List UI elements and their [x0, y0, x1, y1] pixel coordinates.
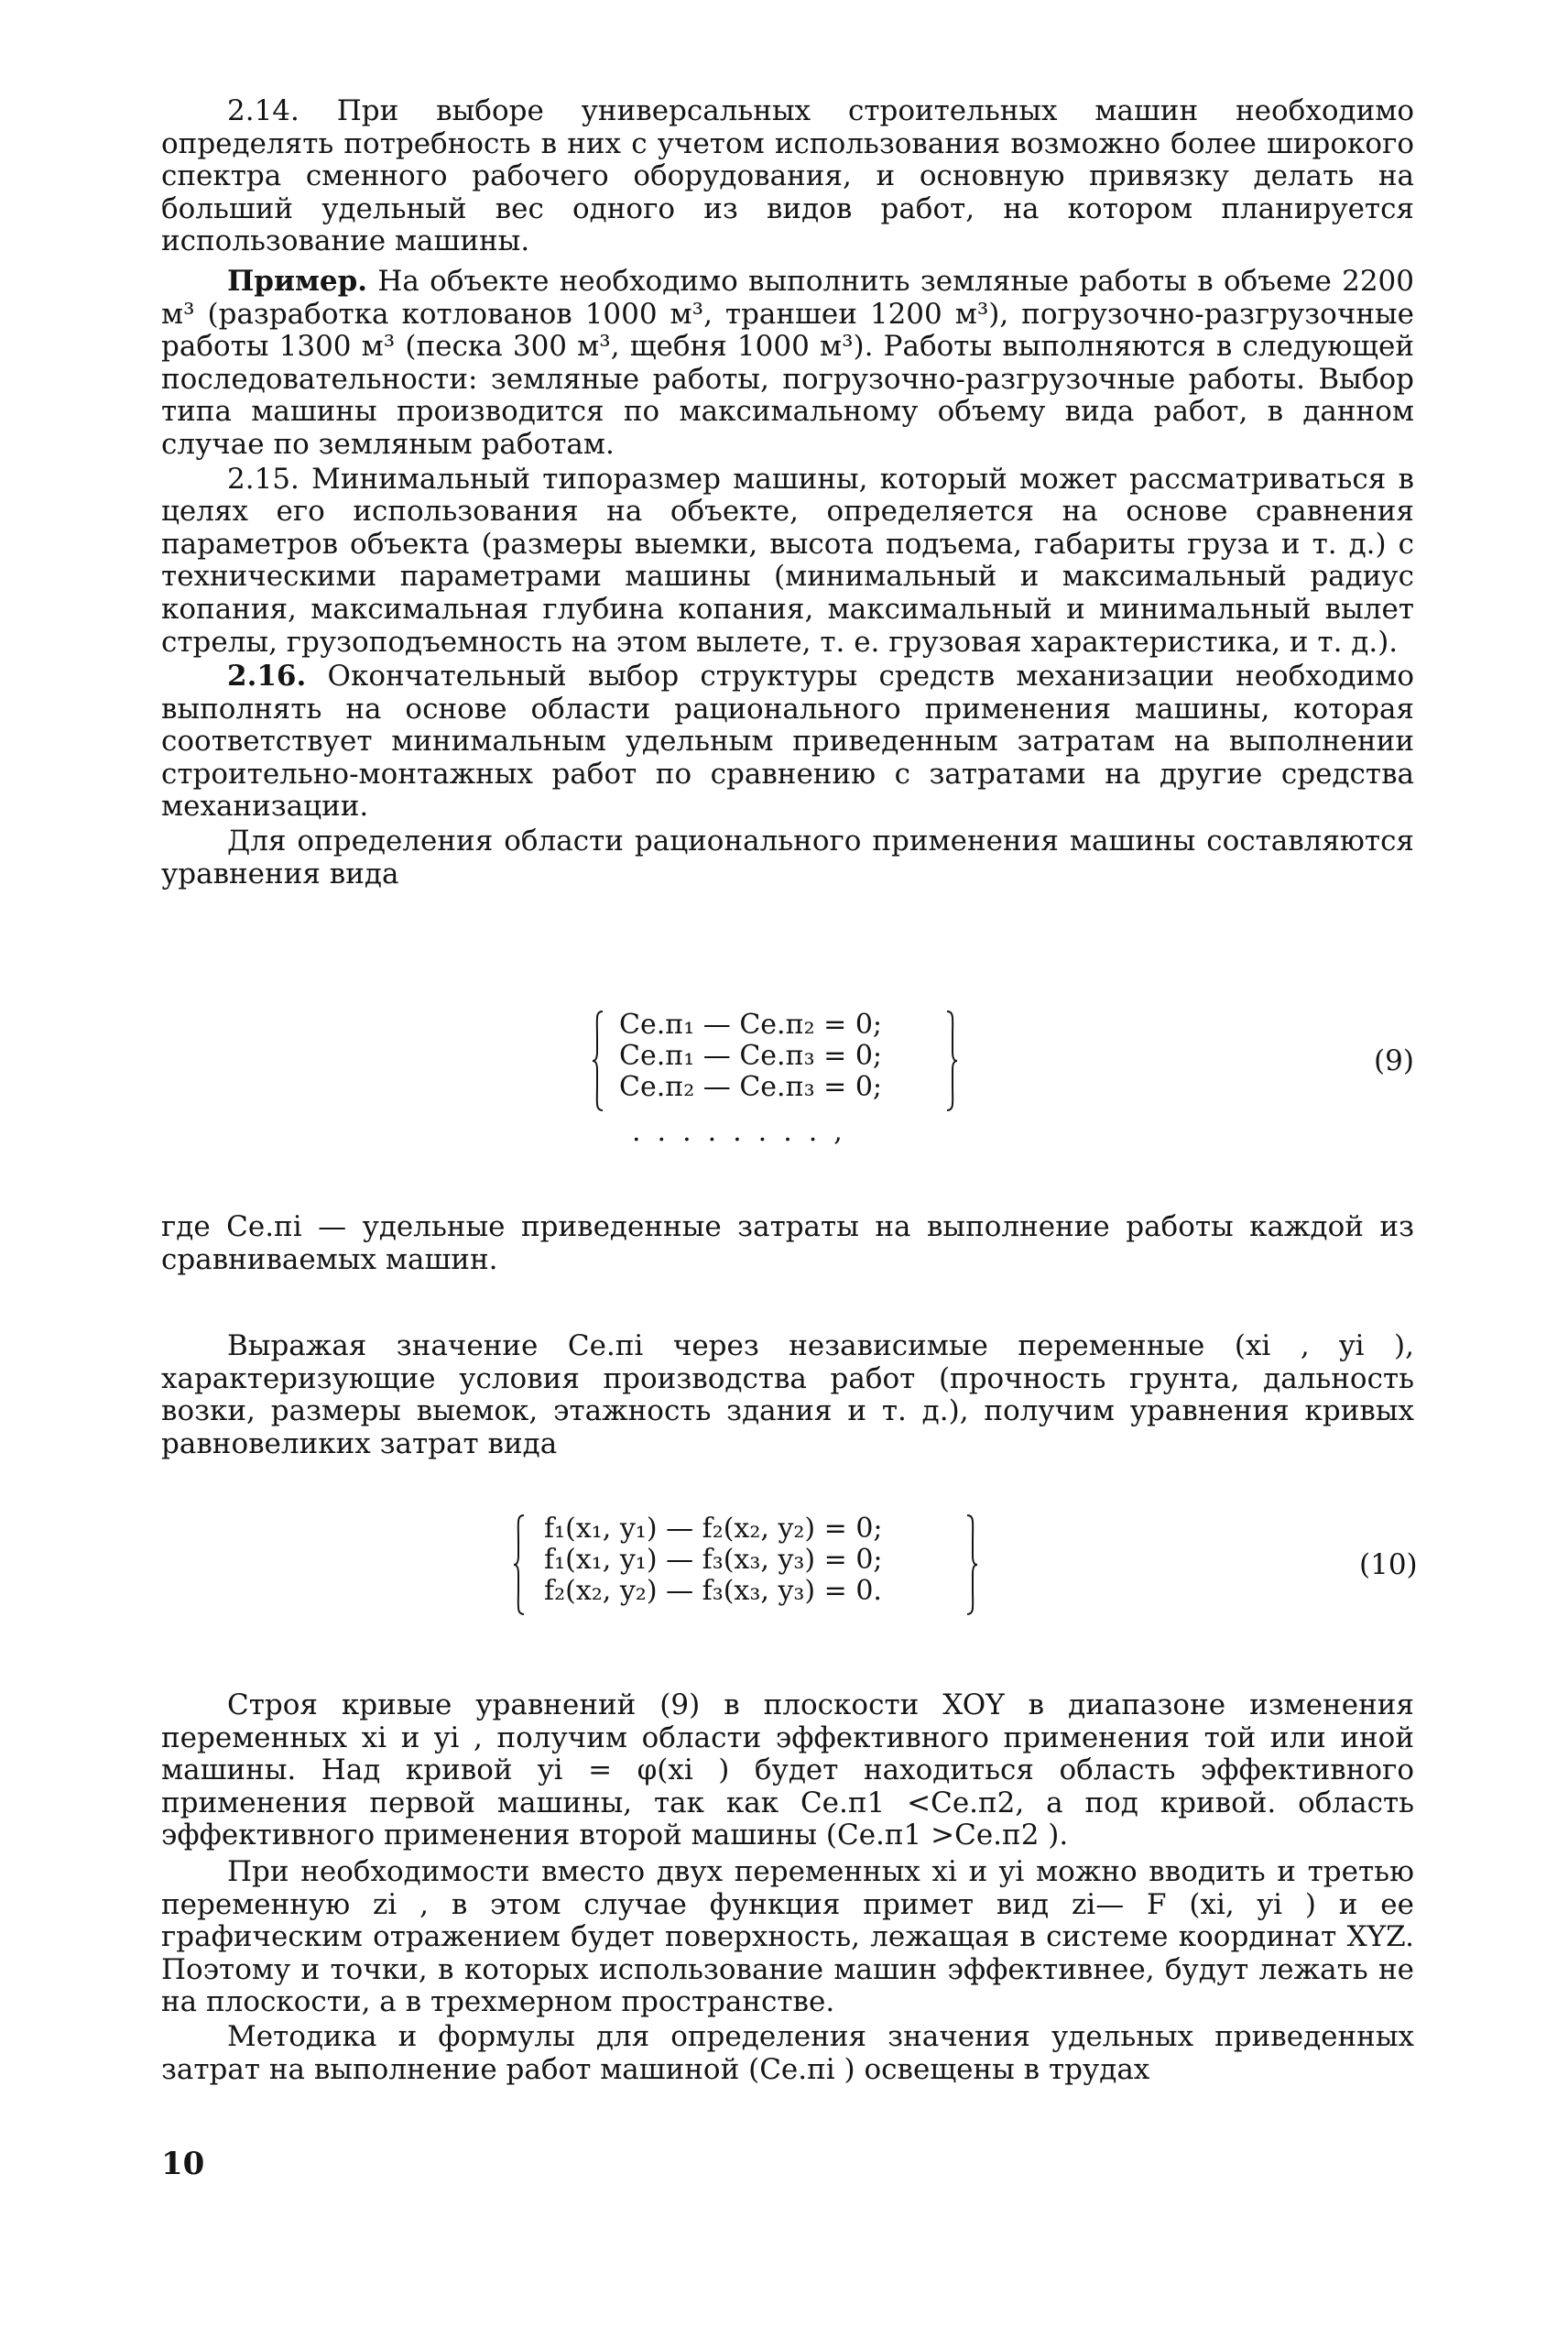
- paragraph-2-14: [161, 95, 1414, 258]
- equation-line: f₂(x₂, y₂) — f₃(x₃, y₃) = 0.: [544, 1575, 882, 1607]
- paragraph-text: На объекте необходимо выполнить земляные работы в объеме 2200 м³ (разработка котлованов 1000 м³, траншеи 1200 м³), погрузочно-разгрузочные работы 1300 м³ (песка 300 м³, щебня 1000 м³). Работы выполняются в следующей последовательности: земляные работы, погрузочно-разгрузочные работы. Выбор типа машины производится по максимальному объему вида работ, в данном случае по земляным работам.: [161, 264, 1414, 461]
- right-brace-icon: [945, 1010, 958, 1112]
- text-block-top: [161, 95, 1414, 890]
- paragraph-text: Окончательный выбор структуры средств механизации необходимо выполнять на основе области рационального применения машины, которая соответствует минимальным удельным приведенным затратам на выполнении строительно-монтажных работ по сравнению с затратами на другие средства механизации.: [161, 660, 1414, 824]
- equation-line: Cе.п₁ — Cе.п₂ = 0;: [619, 1009, 883, 1041]
- paragraph-example: [161, 266, 1414, 462]
- equation-line: Cе.п₁ — Cе.п₃ = 0;: [619, 1040, 883, 1072]
- paragraph-express: Выражая значение Cе.пi через независимые переменные (xi , yi ), характеризующие условия производства работ (прочность грунта, дальность возки, размеры выемок, этажность здания и т. д.), получим уравнения кривых равновеликих затрат вида: [161, 1329, 1414, 1460]
- paragraph-text: Минимальный типоразмер машины, который может рассматриваться в целях его использования на объекте, определяется на основе сравнения параметров объекта (размеры выемки, высота подъема, габариты груза и т. д.) с техническими параметрами машины (минимальный и максимальный радиус копания, максимальная глубина копания, максимальный и минимальный вылет стрелы, грузоподъемность на этом вылете, т. е. грузовая характеристика, и т. д.).: [161, 462, 1414, 659]
- equation-number-9: (9): [1374, 1044, 1414, 1077]
- equation-line: Cе.п₂ — Cе.п₃ = 0;: [619, 1071, 883, 1103]
- equation-line: f₁(x₁, y₁) — f₃(x₃, y₃) = 0;: [544, 1544, 883, 1576]
- equation-lines: [619, 1010, 882, 1103]
- paragraph-2-15: [161, 464, 1414, 660]
- paragraph-method: Методика и формулы для определения значения удельных приведенных затрат на выполнение работ машиной (Cе.пi ) освещены в трудах: [161, 2019, 1414, 2086]
- paragraph-2-16: [161, 661, 1414, 824]
- ellipsis-dots: ........,: [632, 1116, 859, 1148]
- example-label: Пример.: [227, 264, 368, 298]
- equation-number-10: (10): [1359, 1548, 1418, 1581]
- paragraph-build: Строя кривые уравнений (9) в плоскости XOY в диапазоне изменения переменных xi и yi , получим области эффективного применения той или иной машины. Над кривой yi = φ(xi ) будет находиться область эффективного применения первой машины, так как Cе.п1 <Cе.п2, а под кривой. область эффективного применения второй машины (Cе.п1 >Cе.п2 ).: [161, 1688, 1414, 1852]
- section-number: 2.14.: [227, 94, 299, 127]
- text-block-where: [161, 1211, 1414, 1276]
- section-number: 2.15.: [227, 462, 299, 496]
- equation-system-9: [592, 1010, 958, 1112]
- left-brace-icon: [592, 1010, 604, 1112]
- text-block-express: [161, 1330, 1414, 1460]
- paragraph-where: где Cе.пi — удельные приведенные затраты на выполнение работы каждой из сравниваемых машин.: [161, 1210, 1414, 1276]
- paragraph-intro-eq9: Для определения области рационального применения машины составляются уравнения вида: [161, 825, 1414, 890]
- equation-system-10: [513, 1513, 980, 1616]
- right-brace-icon: [965, 1513, 978, 1616]
- paragraph-necessity: При необходимости вместо двух переменных xi и yi можно вводить и третью переменную zi , в этом случае функция примет вид zi— F (xi, yi ) и ее графическим отражением будет поверхность, лежащая в системе координат XYZ. Поэтому и точки, в которых использование машин эффективнее, будут лежать не на плоскости, а в трехмерном пространстве.: [161, 1854, 1414, 2019]
- text-block-bottom: [161, 1689, 1414, 2086]
- equation-lines: [544, 1513, 883, 1607]
- left-brace-icon: [513, 1513, 526, 1616]
- equation-line: f₁(x₁, y₁) — f₂(x₂, y₂) = 0;: [544, 1513, 883, 1545]
- section-number: 2.16.: [227, 660, 307, 694]
- paragraph-text: При выборе универсальных строительных машин необходимо определять потребность в них с учетом использования возможно более широкого спектра сменного рабочего оборудования, и основную привязку делать на больший удельный вес одного из видов работ, на котором планируется использование машины.: [161, 94, 1415, 258]
- page-number: 10: [161, 2146, 205, 2182]
